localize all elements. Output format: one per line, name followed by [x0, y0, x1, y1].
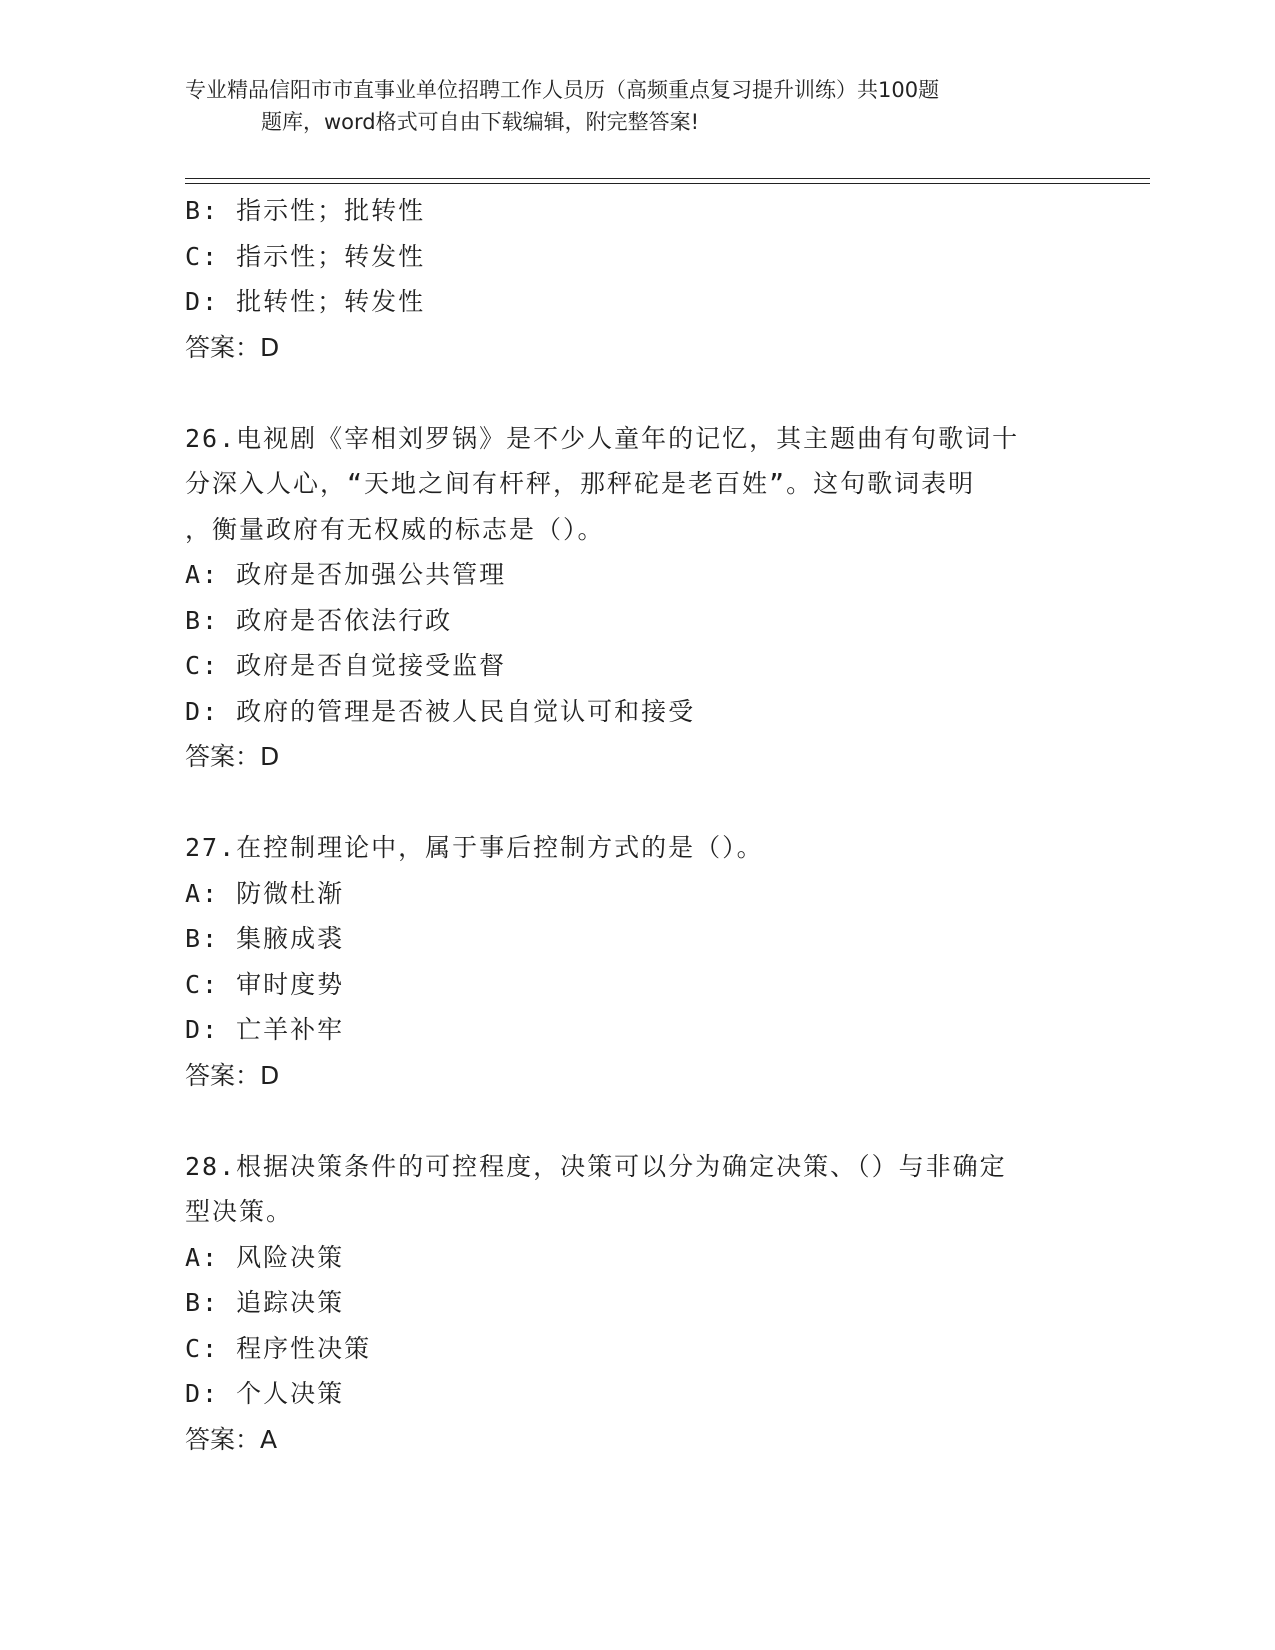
option-b: B: 集腋成裘: [185, 924, 345, 953]
answer-line: 答案：D: [185, 742, 280, 771]
question-28-block: [185, 1144, 1085, 1463]
question-27-block: [185, 825, 1085, 1098]
option-d: D: 政府的管理是否被人民自觉认可和接受: [185, 696, 696, 726]
option-b: B: 指示性；批转性: [185, 196, 426, 225]
answer-line: 答案：D: [185, 332, 280, 362]
option-c: C: 政府是否自觉接受监督: [185, 651, 507, 680]
option-b: B: 政府是否依法行政: [185, 605, 453, 635]
option-a: A: 政府是否加强公共管理: [185, 560, 507, 589]
question-stem-line: 型决策。: [185, 1197, 294, 1226]
spacer: [185, 370, 1085, 416]
option-d: D: 批转性；转发性: [185, 287, 426, 316]
spacer: [185, 1098, 1085, 1144]
option-c: C: 审时度势: [185, 969, 345, 999]
question-stem-line: ，衡量政府有无权威的标志是（）。: [185, 514, 605, 544]
header-divider-top: [185, 178, 1150, 179]
spacer: [185, 780, 1085, 826]
header-title-line-1: 专业精品信阳市市直事业单位招聘工作人员历（高频重点复习提升训练）共100题: [185, 78, 940, 102]
option-b: B: 追踪决策: [185, 1288, 345, 1317]
question-26-block: [185, 416, 1085, 780]
header-title-line-2: 题库，word格式可自由下载编辑，附完整答案!: [261, 110, 700, 134]
document-body: [185, 188, 1085, 1462]
question-stem-line: 28.根据决策条件的可控程度，决策可以分为确定决策、（）与非确定: [185, 1151, 1007, 1181]
option-c: C: 程序性决策: [185, 1333, 372, 1363]
answer-line: 答案：A: [185, 1424, 278, 1454]
header-divider-bottom: [185, 183, 1150, 184]
option-d: D: 个人决策: [185, 1379, 345, 1408]
option-a: A: 风险决策: [185, 1242, 345, 1272]
prev-question-block: [185, 188, 1085, 370]
option-c: C: 指示性；转发性: [185, 241, 426, 271]
question-stem-line: 26.电视剧《宰相刘罗锅》是不少人童年的记忆，其主题曲有句歌词十: [185, 423, 1020, 453]
question-stem-line: 分深入人心，“天地之间有杆秤，那秤砣是老百姓”。这句歌词表明: [185, 469, 976, 498]
option-d: D: 亡羊补牢: [185, 1015, 345, 1044]
question-stem-line: 27.在控制理论中，属于事后控制方式的是（）。: [185, 833, 764, 862]
answer-line: 答案：D: [185, 1060, 280, 1090]
option-a: A: 防微杜渐: [185, 878, 345, 908]
page-header: [185, 74, 1085, 138]
